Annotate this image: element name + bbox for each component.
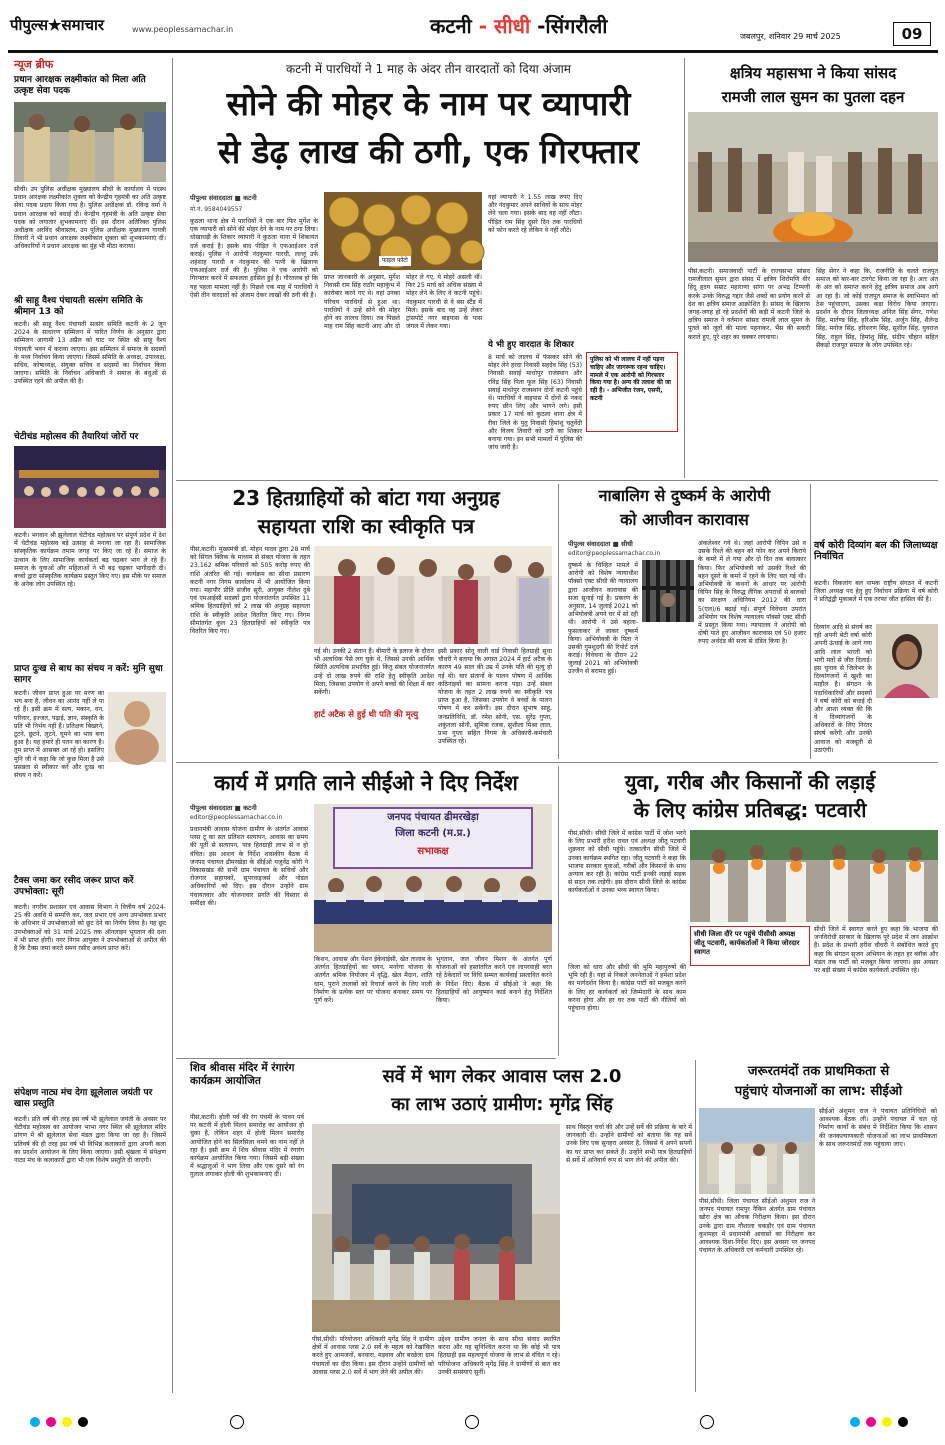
vikalang-text-2: दिव्यांग आदि से संघर्ष कर रही अपनी बेटी वर्षा कोरी अपनी ऊंचाई के आगे गया आदि लाल भारती को भारी मतों से जीत दिलाई। इस चुनाव से जिलेभर के दिव्यांगजनों में खुशी का माहौल है। संगठन के पदाधिकारियों और सदस्यों ने वर्षा कोरी को बधाई दी और आशा व्यक्त की कि वे दिव्यांगजनों के अधिकारों के लिए निरंतर संघर्ष करेंगी और उनकी आवाज को मजबूती से उठाएंगी। (814, 624, 872, 754)
ceo-text-2: किशन, आवास और पेंशन ईकेवाईसी, खेत तालाब के अंतर्गत हितग्राहियों का चयन, मनरेगा योजना के अंतर्गत श्रमिक नियोजन में वृद्धि, खेल मैदान, शांति धाम, पुराने तालाबों को रिचार्ज करने के लिए नाली निर्माण के प्रत्येक स्तर पर योजना बनाकर समय पर पूर्ण करें। (314, 956, 432, 1004)
magenta-mark (866, 1417, 876, 1427)
lead-story (176, 58, 681, 478)
aajivan-email: editor@peoplessamachar.co.in (568, 550, 661, 557)
black-mark (78, 1417, 88, 1427)
survey-headline-1: सर्वे में भाग लेकर आवास प्लस 2.0 (382, 1066, 622, 1087)
aajivan-story (562, 484, 807, 759)
meeting-image (314, 804, 552, 952)
lead-phone: मो.नं. 9584049557 (190, 206, 243, 213)
city-sidhi: सीधी (493, 14, 531, 38)
brief-text-6: कटनी। प्रति वर्ष की तरह इस वर्ष भी झूलेलाल जयंती के अवसर पर चेटीचंड महोत्सव का आयोजन भाभा नगर स्थित श्री झूलेलाल मंदिर प्रांगण में श्री झूलेलाल सेवा मंडल द्वारा किया जा रहा है। जिसमें प्रतिवर्ष की ही तरह इस वर्ष भी विभिन्न कलाकारों द्वारा अपनी कला का प्रदर्शन आयोजन के लिए किया जाएगा। इसी श्रृंखला में संपेक्षण नाट्य मंच के कलाकारों द्वारा भी एक विशेष प्रस्तुति दी जाएगी। (14, 1116, 166, 1164)
lead-headline-1: सोने की मोहर के नाम पर व्यापारी (226, 84, 631, 123)
top-rule (8, 50, 938, 53)
magenta-mark (46, 1417, 56, 1427)
muni-photo-image (108, 692, 166, 762)
priority-text-1: सीईओ अंशुमन राज ने पंचायत प्रतिनिधियों को आवश्यक बैठक ली। उन्होंने पंचायत में चल रहे निर्माण कार्यों के संबंध में निर्देशित किया कि शासन की जनकल्याणकारी योजनाओं का लाभ प्राथमिकता के साथ जरूरतमंदों तक पहुंचाया जाए। (819, 1108, 937, 1148)
section-divider (176, 762, 938, 763)
congress-rally-photo (690, 830, 938, 922)
cyan-mark (850, 1417, 860, 1427)
brief-headline-4: प्राप्त दुःख से बाध का संचय न करें: मुनि सुधा सागर (14, 664, 163, 685)
survey-text-1: पीसं,सीधी। परियोजना अधिकारी मृगेंद्र सिंह ने ग्रामीण क्षेत्रों में आवास प्लस 2.0 सर्वे के महत्व को रेखांकित करते हुए आमजनों, बनवारा, मड़वाव और बरछेला ग्राम पंचायतों का दौरा किया। इस दौरान उन्होंने ग्रामीणों को आवास प्लस 2.0 सर्वे में भाग लेने की अपील की। (312, 1336, 434, 1376)
priority-text-2: पीसं,सीधी। जिला पंचायत सीईओ अंशुमन राज ने जनपद पंचायत रामपुर नैकिन अंतर्गत ग्राम पंचायत खोरा क्षेत्र का औचक निरीक्षण किया। इस दौरान उनके द्वारा ग्राम गौशाला चकड़ौर एवं ग्राम पंचायत कुशमहर में प्रधानमंत्री आवासों का निरीक्षण कर आवश्यक दिशा-निर्देश दिए। इस अवसर पर जनपद पंचायत के अधिकारी एवं कर्मचारी उपस्थित रहे। (699, 1198, 815, 1255)
anugrah-text-3a (314, 732, 434, 756)
priority-text-3 (819, 1222, 937, 1390)
lead-text-3: यहां व्यापारी ने 1.55 लाख रुपए दिए और नंदकुमार अपने साथियों के साथ मोहर लेने चला गया। इसके बाद वह नहीं लौटा। पीड़ित राम सिंह दूसरे दिन तक पारधियों को फोन करते रहे लेकिन वे नहीं लौटे। (488, 194, 582, 234)
page-number: 09 (893, 22, 931, 46)
priority-headline-2: पहुंचाएं योजनाओं का लाभ: सीईओ (734, 1084, 903, 1099)
aajivan-text-2: अंकलेश्वर गये थे। जहां आरोपी विपिन उसे व उसके रिश्ते की बहन को फोन कर अपने किराये के कमरे में ले गया और दो दिन तक बलात्कार किया। फिर अभियोक्त्री को उसकी रिश्ते की बहन दूसरे के कमरे में रहने के लिए चल गई थी। अभियोक्त्री के कथनों के आधार पर आरोपी विपिन सिंह के विरुद्ध लैंगिक अपराधों से बालकों का संरक्षण अधिनियम 2012 की धारा 5(एल)/6 बढ़ाई गई। संपूर्ण विवेचना उपरांत अभियोग पत्र विशेष न्यायालय पॉक्सो एक्ट सीधी में प्रस्तुत किया गया। न्यायालय ने आरोपी को दोषी पाते हुए आजीवन कारावास एवं 50 हजार रुपए अर्थदंड की सजा से दंडित किया है। (698, 540, 806, 646)
column-divider (810, 484, 811, 759)
vikalang-story (814, 484, 938, 759)
award-photo (14, 102, 166, 182)
congress-headline-2: के लिए कांग्रेस प्रतिबद्ध: पटवारी (633, 798, 867, 822)
brief-text-1: सीधी। उप पुलिस अधीक्षक मुख्यालय सीधी के कार्यालय में पदस्थ प्रधान आरक्षक लक्ष्मीकांत शुक्ला को केन्द्रीय गृहमंत्री का अति उत्कृष्ट सेवा पदक प्रदाय किया गया है। पुलिस अधीक्षक डॉ. रविन्द्र वर्मा ने प्रधान आरक्षक को बधाई दी। केन्द्रीय गृहमंत्री के अति उत्कृष्ट सेवा पदक को लगातार शुभकामनाएं दीं। इस दौरान अतिरिक्त पुलिस अधीक्षक अरविंद श्रीवास्तव, उप पुलिस अधीक्षक मुख्यालय गायत्री तिवारी ने भी प्रधान आरक्षक लक्ष्मीकांत शुक्ला को शुभकामनाएं दीं। अधिकारियों ने प्रधान आरक्षक का मुंह भी मीठा कराया। (14, 186, 166, 251)
vikalang-text-1: कटनी। विकलांग बल नामक राष्ट्रीय संगठन में कटनी जिला अध्यक्ष पद हेतु हुए निर्वाचन प्रक्रिया में वर्ष कोरी ने प्रतिद्वंद्वी मुकाबले में एक तरफा जीत हासिल की है। (814, 580, 938, 604)
sansad-text-1: पीसं,कटनी। समाजवादी पार्टी के राज्यसभा सांसद रामजीलाल सुमन द्वारा संसद में क्षत्रिय शिरोमणि वीर हिंदू हृदय सम्राट महाराणा सांगा पर अभद्र टिप्पणी करके उनके विरुद्ध गद्दार जैसे शब्दों का प्रयोग करने से देश का क्षत्रिय समाज आक्रोशित है। सांसद के खिलाफ जगह-जगह हो रहे प्रदर्शनों की कड़ी में कटनी जिले के क्षत्रिय समाज ने वर्तमान सांसद रामजी लाल सुमन के पुतले को जूतों की माला पहनाकर, भैंस की सवारी कराते हुए, पूरे शहर का चक्कर लगवाया। (688, 268, 810, 341)
aajivan-headline-2: को आजीवन कारावास (620, 510, 749, 529)
aajivan-headline-1: नाबालिग से दुष्कर्म के आरोपी (598, 486, 771, 505)
sansad-headline-2: रामजी लाल सुमन का पुतला दहन (721, 88, 905, 106)
varsha-kori-photo (876, 624, 938, 698)
banner-line-1: जनपद पंचायत ढीमरखेड़ा (387, 812, 479, 823)
muni-photo (108, 692, 166, 762)
congress-story (562, 766, 938, 1056)
brief-text-3: कटनी। भगवान श्री झूलेलाल चेटीचंड महोत्सव पर संपूर्ण प्रदेश में देश में चेटीचंड महोत्सव बड़े उत्साह से मनाया जा रहा है। सामाजिक सांस्कृतिक कार्यक्रम तमाम जगह पर किए जा रहे हैं। समाज के उत्थान के लिए सामाजिक कार्यकर्ता बढ़ चढ़कर भाग ले रहे हैं। समाज के युवाओं और महिलाओं ने भी बढ़ चढ़कर भागीदारी दी। बच्चों द्वारा सांस्कृतिक कार्यक्रम प्रस्तुत किए गए। इस मौके पर समाज के अनेक लोग उपस्थित रहे। (14, 532, 166, 589)
lead-subhead: ये भी हुए वारदात के शिकार (488, 340, 574, 350)
congress-text-1: पीसं,सीधी। सीधी जिले में कांग्रेस पार्टी में जोश भरने के लिए प्रभारी हरीश रावत एवं अध्यक्ष जीतू पटवारी शुक्रवार को सीधी पहुंचे। तत्कालीन सीधी जिले में उनका कार्यक्रम स्थगित रहा। जीतू पटवारी ने कहा कि भाजपा सरकार युवाओं, गरीबों और किसानों के साथ अन्याय कर रही है। कांग्रेस पार्टी इनकी लड़ाई सड़क से सदन तक लड़ेगी। इस दौरान सीधी जिले के कांग्रेस कार्यकर्ताओं ने उनका भव्य स्वागत किया। (568, 830, 686, 895)
ceo-byline: पीपुल्स संवाददाता ■ कटनी (190, 804, 257, 812)
aajivan-byline: पीपुल्स संवाददाता ■ सीधी (568, 540, 633, 548)
effigy-burning-image (688, 112, 938, 262)
brief-headline-1: प्रधान आरक्षक लक्ष्मीकांत को मिला अति उत्कृष्ट सेवा पदक (14, 75, 146, 96)
aajivan-text-1b (642, 626, 694, 754)
sp-quote: पुलिस को भी लालच में नहीं पड़ना चाहिए और जागरूक रहना चाहिए। मामले में एक आरोपी को गिरफ्तार किया गया है। अन्य की तलाश की जा रही है। - अभिजीत रंजन, एसपी, कटनी (586, 352, 678, 432)
column-divider (558, 766, 559, 1056)
anugrah-text-1: पीसं,कटनी। मुख्यमंत्री डॉ. मोहन यादव द्वारा 28 मार्च को सिंगल क्लिक के माध्यम से संबल योजना के तहत 23,162 श्रमिक परिवारों को 505 करोड़ रुपए की राशि अंतरित की गई। कार्यक्रम का सीधा प्रसारण कटनी नगर निगम कार्यालय में भी आयोजित किया गया। महापौर प्रीति संजीव सूरी, आयुक्त नीलेश दुबे एवं एमआईसी सदस्यों द्वारा योजनांतर्गत उपस्थित 11 श्रमिक हितग्राहियों को 2 लाख की अनुग्रह सहायता राशि के स्वीकृति आदेश वितरित किए गए। निगम सीमांतर्गत कुल 23 हितग्राहियों को स्वीकृति पत्र वितरित किए गए। (190, 546, 310, 635)
brief-text-4b (14, 764, 166, 872)
chetichand-photo-image (14, 446, 166, 528)
brief-headline-2: श्री साहू वैश्य पंचायती सत्संग समिति के श्रीमान 13 को (14, 296, 143, 317)
lead-text-4: 8 मार्च को लालच में फंसकर सोने की मोहर लेने हरदा निवासी सहदेव सिंह (53) निवासी सवाई माधोपुर राजस्थान और रविंद्र सिंह पिता फूल सिंह (63) निवासी सवाई माधोपुर राजस्थान दोनों कटनी पहुंचे थे। पारधियों ने बाइपास में दोनों से नकद रुपए छीन लिए और भागने लगे। इसी प्रकार 17 मार्च को कुठला थाना क्षेत्र में रीवा जिले के पुतु निवासी हिमांशु चतुर्वेदी और विजय तिवारी को ठगी का शिकार बनाया गया। इन सभी मामलों में पुलिस की जांच जारी है। (488, 354, 582, 452)
lead-headline-2: से डेढ़ लाख की ठगी, एक गिरफ्तार (218, 132, 639, 171)
varsha-kori-image (876, 624, 938, 698)
survey-village-photo (312, 1124, 560, 1332)
ceo-headline: कार्य में प्रगति लाने सीईओ ने दिए निर्देश (214, 771, 518, 795)
meeting-photo (314, 804, 552, 952)
holi-story (176, 1062, 308, 1392)
issue-date: जबलपुर, शनिवार 29 मार्च 2025 (740, 32, 841, 41)
brief-headline-6: संपेक्षण नाट्य मंच देगा झूलेलाल जयंती पर खास प्रस्तुति (14, 1088, 153, 1109)
section-divider (176, 1058, 556, 1059)
survey-village-image (312, 1124, 560, 1332)
vikalang-text-3 (876, 702, 938, 754)
lead-kicker: कटनी में पारधियों ने 1 माह के अंदर तीन वारदातों को दिया अंजाम (286, 62, 571, 76)
congress-text-2: जिला को धारा और सीधी की भूमि महापुरुषों की भूमि रही है। यहां से निकले जननेताओं ने हमेशा प्रदेश का मार्गदर्शन किया है। कांग्रेस पार्टी को मजबूत करने के लिए हर कार्यकर्ता को जिम्मेदारी के साथ काम करना होगा और हर घर तक पार्टी की नीतियों को पहुंचाना होगा। (568, 964, 686, 1012)
yellow-mark (62, 1417, 72, 1427)
survey-text-2: उद्देश्य ग्रामीण जनता के साथ सीधा संवाद स्थापित करना और यह सुनिश्चित करना था कि कोई भी पात्र हितग्राही इस महत्वपूर्ण योजना के लाभ से वंचित न रहे। परियोजना अधिकारी मृगेंद्र सिंह ने ग्रामीणों से बात कर उनकी समस्याएं सुनीं। (438, 1336, 560, 1376)
anugrah-subhead: हार्ट अटैक से हुई थी पति की मृत्यु (314, 710, 419, 720)
banner-line-2: जिला कटनी (म.प्र.) (395, 828, 471, 839)
gold-coins-photo (324, 192, 482, 270)
anugrah-story (176, 484, 556, 759)
ceo-story (176, 766, 556, 1056)
congress-rally-image (690, 830, 938, 922)
jail-bars-photo (642, 560, 694, 622)
photo-caption: फाइल फोटो (379, 256, 411, 266)
effigy-burning-photo (688, 112, 938, 262)
sansad-text-2: सिंह सेंगर ने कहा कि, राजनीति के चलते राजपूत समाज को बार-बार टारगेट किया जा रहा है। अतः अंत के अंत को समाप्त करने हेतु क्षत्रिय समाज अब आगे आ रहा है। जो कोई राजपूत समाज के स्वाभिमान को ठेस पहुंचाएगा, उसका कड़ा विरोध किया जाएगा। प्रदर्शन के दौरान जिलाध्यक्ष अनिल सिंह सेंगर, गणेश सिंह, मार्तण्ड सिंह, हरिओम सिंह, अर्जुन सिंह, शैलेन्द्र सिंह, मनोज सिंह, हरिशरण सिंह, सुशील सिंह, युवराज सिंह, राहुल सिंह, हिमांशु सिंह, संदीप चौहान सहित सैकड़ों राजपूत समाज के लोग उपस्थित रहे। (816, 268, 938, 349)
brief-text-5: कटनी। नगरीय प्रशासन एवं आवास विभाग ने वित्तीय वर्ष 2024-25 की अवधि में सम्पत्ति कर, जल प्रभार एवं अन्य उपभोक्ता प्रभार के अधिभार में उपभोक्ताओं को छूट देने का निर्णय लिया है। यह छूट उपभोक्ताओं को 31 मार्च 2025 तक ऑनलाइन भुगतान की दशा में भी प्राप्त होगी। नगर निगम आयुक्त ने उपभोक्ताओं से अपील की है कि टैक्स जमा करते समय रसीद अवश्य प्राप्त करें। (14, 904, 166, 952)
survey-text-3: साथ विस्तृत चर्चा की और उन्हें सर्वे की प्रक्रिया के बारे में जानकारी दी। उन्होंने ग्रामीणों को बताया कि यह सर्वे उनके लिए एक सुनहरा अवसर है, जिससे वे अपने सपनों का घर प्राप्त कर सकते हैं। उन्होंने सभी पात्र हितग्राहियों से सर्वे में अनिवार्य रूप से भाग लेने की अपील की। (566, 1124, 692, 1164)
city-singrauli: सिंगरौली (545, 14, 608, 38)
holi-text-1: पीसं,कटनी। होली पर्व की रंग पंचमी के पावन पर्व पर कटनी में होली मिलन समारोह का आयोजन हो चुका है, लेकिन शहर में होली मिलन समारोह आयोजित होने का सिलसिला थमने का नाम नहीं ले रहा है। इसी क्रम में शिव श्रीवास मंदिर में रंगारंग कार्यक्रम आयोजित किया गया। जिसमें बड़ी संख्या में श्रद्धालुओं ने भाग लिया और एक दूसरे को रंग गुलाल लगाकर होली की शुभकामनाएं दीं। (190, 1114, 304, 1179)
brief-text-4a: कटनी। जीवन प्राप्त हुआ पर मरण का भय बना है, जीवन का आनंद नहीं ले पा रहे हैं। इसी क्रम में सत्य, मकान, धन, परिवार, इज्जत, पढ़ाई, ज्ञान, संस्कृति के प्रति भी निर्भय नहीं हैं। प्रतिक्षण बिखरने, टूटने, छूटने, लुटने, घूमने का भाव बना हुआ है। यह हमारे ही पतन का कारण है। तुम प्राप्त में आसक्त आ रहे हो। इसलिए मुनि जी ने कहा कि जो कुछ मिला है उसे प्रसन्नता से स्वीकार करें और दुःख का संचय न करें। (14, 690, 104, 779)
anugrah-distribution-photo (314, 546, 552, 644)
news-brief-column (8, 58, 170, 1398)
sansad-headline-1: क्षत्रिय महासभा ने किया सांसद (729, 64, 897, 82)
lead-byline: पीपुल्स संवाददाता ■ कटनी (190, 194, 257, 202)
separator: - (471, 14, 494, 38)
holi-headline: शिव श्रीवास मंदिर में रंगारंग कार्यक्रम आयोजित (190, 1062, 295, 1087)
aajivan-text-1: दुष्कर्म के चिन्हित मामले में आरोपी को विशेष न्यायाधीश पॉक्सो एक्ट सीधी की न्यायालय द्वारा आजीवन कारावास की सजा सुनाई गई है। प्रकरण के अनुसार, 14 जुलाई 2021 को अभियोक्त्री अपने घर में सो रही थी। आरोपी ने उसे बहला-फुसलाकर ले जाकर दुष्कर्म किया। अभियोक्त्री के पिता ने उसकी गुमशुदगी की रिपोर्ट दर्ज कराई। विवेचना के दौरान 22 जुलाई 2021 को अभियोक्त्री उज्जैन से बरामद हुई। (568, 562, 638, 676)
vikalang-headline: वर्ष कोरी दिव्यांग बल की जिलाध्यक्ष निर्वाचित (814, 540, 938, 563)
news-brief-label: न्यूज ब्रीफ (14, 58, 54, 71)
inspection-photo (699, 1108, 815, 1194)
ceo-email: editor@peoplessamachar.co.in (190, 814, 283, 821)
cyan-mark (30, 1417, 40, 1427)
survey-headline-2: का लाभ उठाएं ग्रामीण: मृगेंद्र सिंह (391, 1094, 613, 1115)
ceo-text-3: भुगतान, जल जीवन मिशन के अंतर्गत पूर्ण योजनाओं को हस्तांतरित करने एवं लापरवाही बरत रहे ठेकेदारों पर विधि सम्मत कार्यवाई प्रस्तावित करने के निर्देश दिए। बैठक में सीईओ ने कहा कि हितग्राहियों को आयुष्मान कार्ड बनाने हेतु निर्देशित किया। (436, 956, 552, 1004)
black-mark (898, 1417, 908, 1427)
brief-headline-5: टैक्स जमा कर रसीद जरूर प्राप्त करें उपभोक्ता: सूरी (14, 876, 134, 897)
column-divider (172, 58, 173, 1393)
registration-mark (700, 1415, 714, 1429)
priority-story (699, 1062, 938, 1392)
column-divider (684, 58, 685, 478)
anugrah-text-3: इसी प्रकार सोनू वाली वार्ड निवासी हितग्राही सुधा चौधरी ने बताया कि अगस्त 2024 में हार्ट अटैक के कारण 49 साल की उम्र में उनके पति की मृत्यु हो गई थी। चार संतानों के पालन पोषण में आर्थिक कठिनाइयों का सामना करना पड़ा। उन्हें संबल योजना के तहत 2 लाख रुपये का स्वीकृति पत्र प्राप्त हुआ है, जिसका उपयोग वे बच्चों के पालन पोषण में कर सकेंगी। इस दौरान सुभाष साहू, जनप्रतिनिधि, डॉ. रमेश सोनी, एस. सुरेंद्र गुप्ता, शकुंतला सोनी, सुमित्रा रजक, सुशीला मिश्रा लाल, प्रभा गुप्ता सहित निगम के अधिकारी-कर्मचारी उपस्थित रहे। (438, 648, 552, 746)
website-url: www.peoplessamachar.in (132, 25, 234, 34)
congress-headline-1: युवा, गरीब और किसानों की लड़ाई (624, 770, 876, 794)
registration-mark (465, 1415, 479, 1429)
masthead (0, 0, 945, 52)
city-katni: कटनी (430, 14, 472, 38)
anugrah-text-2: गई थी। उनकी 2 संतान हैं। बीमारी के इलाज के दौरान भी अत्यधिक पैसे लग चुके थे, जिससे उनकी आर्थिक स्थिति अत्यधिक प्रभावित हुई। किंतु संबल योजनांतर्गत उन्हें दो लाख रुपये की राशि हेतु स्वीकृति आदेश मिला, जिसका उपयोग वे अपने बच्चों की शिक्षा में कर सकेंगी। (314, 648, 434, 696)
anugrah-headline-1: 23 हितग्राहियों को बांटा गया अनुग्रह (232, 486, 500, 510)
anugrah-photo-image (314, 546, 552, 644)
lead-text-2: प्राप्त जानकारी के अनुसार, मुर्गेश निवासी राम सिंह राठौर महाकुंभ में कारोबार करने गए थे। वहां उनका परिचय पारधियों से हुआ था। पारधियों ने उन्हें सोने की मोहर होने का लालच दिया। तब पिछले माह राम सिंह कटनी आए और दो मोहर ले गए, ये मोहरें असली थीं। फिर 25 मार्च को अधिक संख्या में मोहर लेने के लिए वे कटनी पहुंचे। नंदकुमार पारधी से वे बस स्टैंड में मिले। इसके बाद वह उन्हें लेकर ट्रांसपोर्ट नगर बाइपास के पास जंगल में लेकर गया। (324, 274, 482, 331)
lead-text-1: कुठला थाना क्षेत्र में पारधियों ने एक बार फिर मुर्गेश के एक व्यापारी को सोने की मोहर देने के नाम पर ठगा लिया। धोखाधड़ी के शिकार व्यापारी ने कुठला थाना में शिकायत दर्ज कराई है। इसके बाद पीड़ित ने एफआईआर दर्ज कराई। पुलिस ने आरोपी नंदकुमार पारधी, लल्लू उर्फ शहंशाह पारधी व नंदकुमार की पत्नी के खिलाफ एफआईआर दर्ज की है। पुलिस ने एक आरोपी को गिरफ्तार करने में सफलता हासिल हुई है। गौरतलब हो कि यह पहला मामला नहीं है। पिछले एक माह में पारधियों ने ऐसी तीन वारदातों को अंजाम देकर लाखों की ठगी की है। (190, 218, 318, 299)
priority-headline-1: जरूरतमंदों तक प्राथमिकता से (747, 1064, 890, 1079)
anugrah-headline-2: सहायता राशि का स्वीकृति पत्र (257, 514, 475, 538)
congress-text-2b (690, 970, 810, 1052)
column-divider (695, 1060, 696, 1392)
chetichand-photo (14, 446, 166, 528)
section-divider (560, 480, 938, 481)
jail-bars-image (642, 560, 694, 622)
congress-text-3: सीधी जिले में स्वागत करते हुए कहा कि भाजपा की जनविरोधी सरकार के खिलाफ पूरे प्रदेश में जन आक्रोश है। प्रदेश के प्रभारी हरीश चौधरी ने संबोधित करते हुए कहा कि संगठन सृजन अभियान के तहत हर ब्लॉक और मंडल तक पार्टी को मजबूत किया जाएगा। इस अवसर पर बड़ी संख्या में कांग्रेस कार्यकर्ता उपस्थित रहे। (814, 926, 938, 974)
column-divider (558, 484, 559, 759)
page-section-title (430, 14, 607, 39)
brief-text-2: कटनी। श्री साहू वैश्य पंचायती सत्संग समिति कटनी के 2 जून 2024 के साधारण सम्मिलन में पारित निर्णय के अनुसार द्वारा सम्मिलन आगामी 13 अप्रैल को घाट पर स्थित श्री साहू वैश्य पंचायती भवन में कराया जाएगा। इस सम्मिलन में समाज के सदस्यों के मध्य निर्वाचन किया जाएगा। जिसमें समिति के अध्यक्ष, उपाध्यक्ष, सचिव, कोषाध्यक्ष, संयुक्त सचिव व सदस्यों का निर्वाचन किया जाएगा। समिति के निर्वाचन अधिकारी ने समाज के बंधुओं से उपस्थित रहने की अपील की है। (14, 321, 166, 386)
ceo-text-1: प्रधानमंत्री आवास योजना ग्रामीण के अंतर्गत आवास प्लस टू का सत प्रतिशत सत्यापन, आवास का समय की पूर्ती से सत्यापन, पात्र हितग्राही लाभ से न हो वंचित। इस आशय के निर्देश शासकीय बैठक में जनपद पंचायत ढीमरखेड़ा के सीईओ यजुवेंद्र कोरी ने विकासखंड की सभी ग्राम पंचायत के सचिवों और रोजगार सहायकों, सुपरवाइजर्स और नोडल अधिकारियों को दिए। इस दौरान उन्होंने ग्राम पंचायतवार और योजनावार प्रगति की विस्तार से समीक्षा की। (190, 826, 308, 907)
brief-headline-3: चेटीचंड महोत्सव की तैयारियां जोरों पर (14, 432, 139, 442)
survey-story (312, 1062, 692, 1392)
print-marks-strip (0, 1405, 945, 1445)
sansad-story (688, 58, 938, 478)
banner-line-3: सभाकक्ष (417, 846, 449, 857)
inspection-image (699, 1108, 815, 1194)
registration-mark (230, 1415, 244, 1429)
award-photo-image (14, 102, 166, 182)
separator: - (530, 14, 546, 38)
congress-quote: सीधी जिला दौरे पर पहुंचे पीसीसी अध्यक्ष जीतू पटवारी, कार्यकर्ताओं ने किया जोरदार स्वागत (690, 926, 810, 966)
newspaper-logo: पीपुल्स★समाचार (10, 16, 104, 34)
yellow-mark (882, 1417, 892, 1427)
